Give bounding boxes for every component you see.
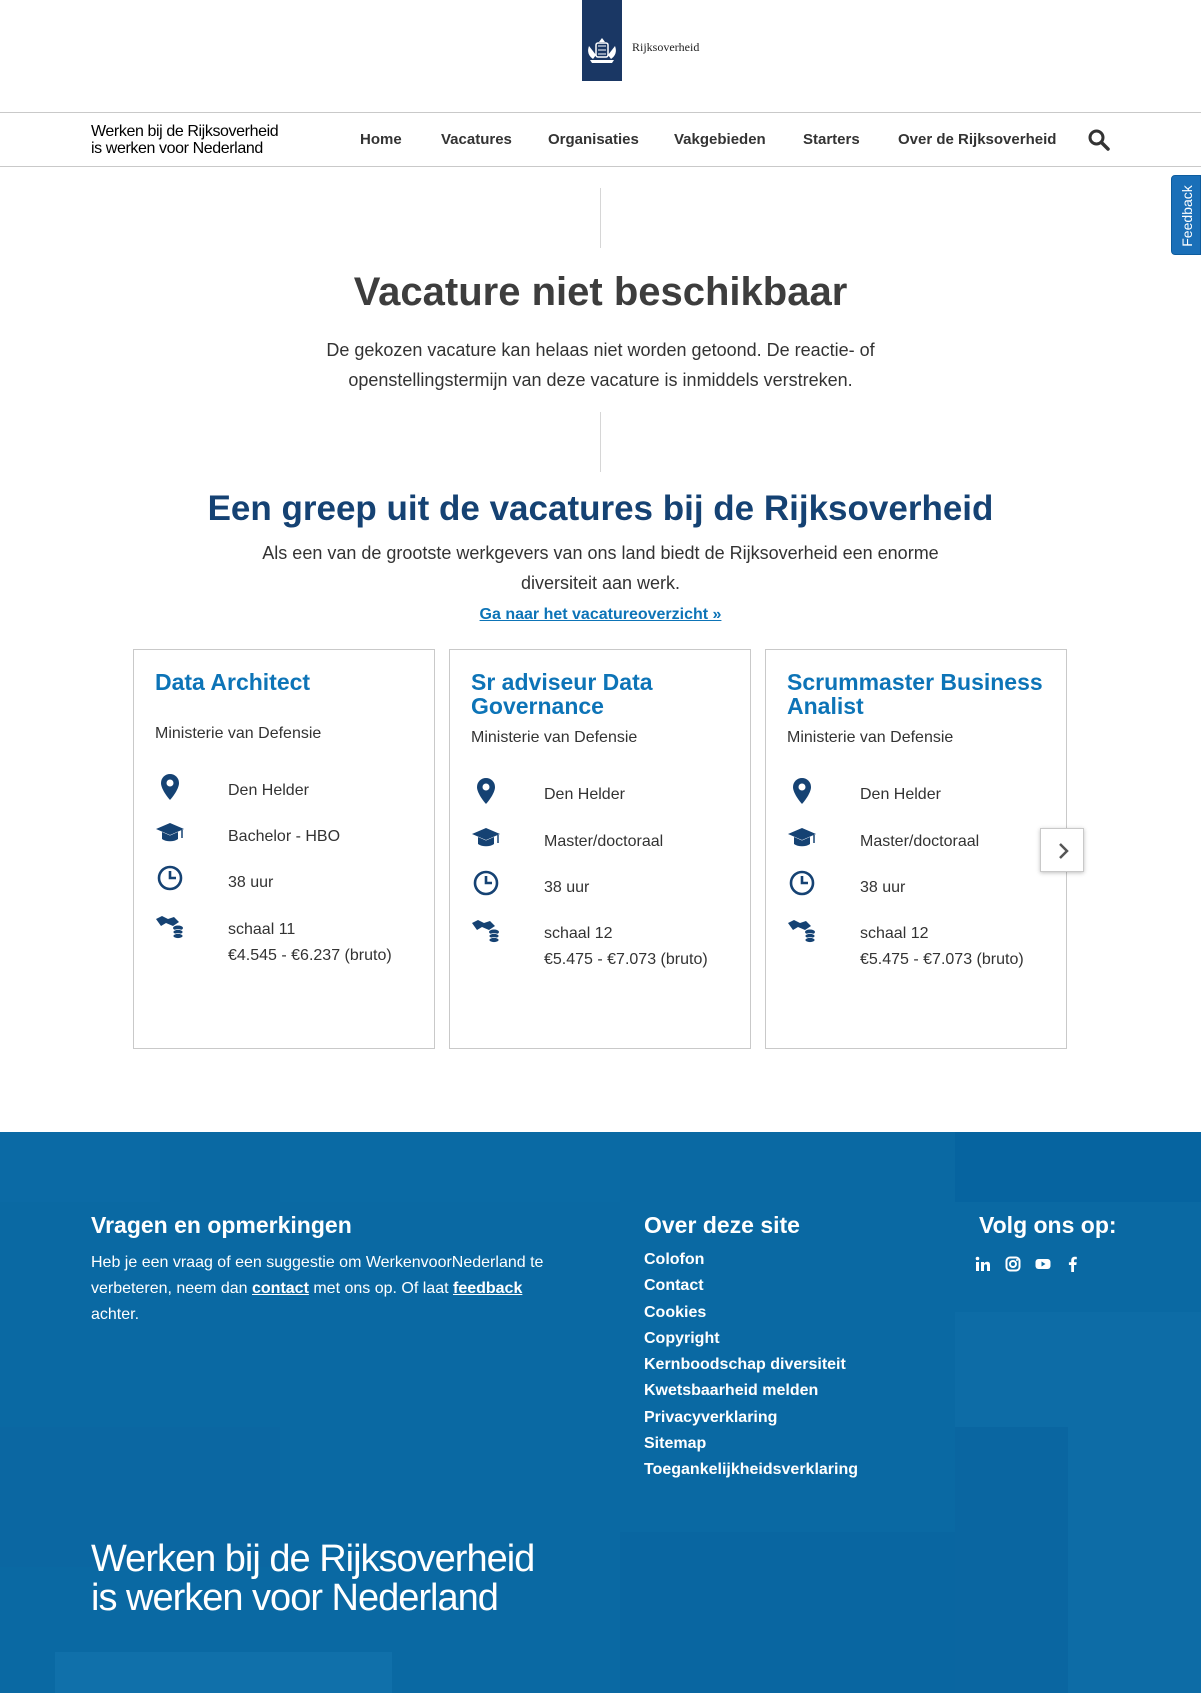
vacancy-title[interactable]: Scrummaster Business Analist xyxy=(787,669,1043,719)
logo-bar xyxy=(0,0,1201,113)
vacancy-education: Master/doctoraal xyxy=(471,823,741,853)
vacancy-location: Den Helder xyxy=(155,772,425,802)
footer-link-sitemap[interactable]: Sitemap xyxy=(644,1435,707,1453)
nav-item-organisaties[interactable]: Organisaties xyxy=(548,131,639,148)
feedback-link[interactable]: feedback xyxy=(452,1280,523,1297)
nav-item-vacatures[interactable]: Vacatures xyxy=(441,131,512,148)
footer-link-colofon[interactable]: Colofon xyxy=(644,1251,705,1268)
main-navigation xyxy=(0,113,1201,167)
vacancy-card[interactable] xyxy=(765,649,1067,1049)
clock-icon xyxy=(155,864,185,894)
footer-follow-title: Volg ons op: xyxy=(979,1212,1117,1238)
vacancy-organisation: Ministerie van Defensie xyxy=(155,725,322,742)
location-pin-icon xyxy=(155,772,185,802)
footer-questions-title: Vragen en opmerkingen xyxy=(91,1212,352,1238)
search-icon[interactable] xyxy=(1088,129,1110,151)
vacancy-organisation: Ministerie van Defensie xyxy=(471,729,638,746)
footer-site-links xyxy=(644,1247,858,1484)
nav-item-starters[interactable]: Starters xyxy=(803,131,860,148)
vacancy-location: Den Helder xyxy=(471,776,741,806)
contact-link[interactable]: contact xyxy=(252,1280,309,1297)
footer-link-privacyverklaring[interactable]: Privacyverklaring xyxy=(644,1408,778,1426)
location-pin-icon xyxy=(787,776,817,806)
vacancy-salary: schaal 12 €5.475 - €7.073 (bruto) xyxy=(787,915,1057,971)
vacancy-card[interactable] xyxy=(449,649,751,1049)
footer-link-cookies[interactable]: Cookies xyxy=(644,1303,707,1321)
vacancy-education: Master/doctoraal xyxy=(787,823,1057,853)
graduation-cap-icon xyxy=(471,823,501,853)
youtube-icon[interactable] xyxy=(1035,1256,1051,1272)
vacancy-organisation: Ministerie van Defensie xyxy=(787,729,954,746)
rijksoverheid-logo[interactable] xyxy=(582,0,622,81)
footer-link-kwetsbaarheid-melden[interactable]: Kwetsbaarheid melden xyxy=(644,1382,819,1400)
site-tagline[interactable]: Werken bij de Rijksoverheid is werken voor Nederland xyxy=(91,123,279,157)
facebook-icon[interactable] xyxy=(1065,1256,1081,1272)
location-pin-icon xyxy=(471,776,501,806)
vacancy-hours: 38 uur xyxy=(787,869,1057,899)
section-title: Een greep uit de vacatures bij de Rijksoverheid xyxy=(207,489,994,528)
footer-link-contact[interactable]: Contact xyxy=(644,1277,704,1295)
vacancy-card[interactable] xyxy=(133,649,435,1049)
vacancy-hours: 38 uur xyxy=(155,864,425,894)
vacancy-education: Bachelor - HBO xyxy=(155,818,425,848)
nav-item-over-de-rijksoverheid[interactable]: Over de Rijksoverheid xyxy=(898,131,1057,148)
salary-coins-icon xyxy=(471,915,501,945)
graduation-cap-icon xyxy=(787,823,817,853)
footer-questions-text: Heb je een vraag of een suggestie om WerkenvoorNederland te verbeteren, neem dan contact met ons op. Of laat feedback achter. xyxy=(91,1254,544,1323)
divider xyxy=(600,188,601,248)
clock-icon xyxy=(787,869,817,899)
vacancy-hours: 38 uur xyxy=(471,869,741,899)
divider xyxy=(600,412,601,472)
salary-coins-icon xyxy=(155,911,185,941)
chevron-right-icon xyxy=(1041,829,1085,873)
feedback-tab[interactable]: Feedback xyxy=(1171,175,1201,255)
nav-item-vakgebieden[interactable]: Vakgebieden xyxy=(674,131,766,148)
clock-icon xyxy=(471,869,501,899)
section-text: Als een van de grootste werkgevers van ons land biedt de Rijksoverheid een enorme diversiteit aan werk. xyxy=(262,543,939,593)
graduation-cap-icon xyxy=(155,818,185,848)
carousel-next-button[interactable] xyxy=(1040,828,1084,872)
vacancy-overview-link[interactable]: Ga naar het vacatureoverzicht » xyxy=(479,606,722,623)
footer-site-title: Over deze site xyxy=(644,1212,800,1238)
coat-of-arms-icon xyxy=(584,34,620,74)
footer-slogan: Werken bij de Rijksoverheid is werken voor Nederland xyxy=(91,1538,535,1619)
page-title: Vacature niet beschikbaar xyxy=(353,270,848,314)
footer-link-kernboodschap-diversiteit[interactable]: Kernboodschap diversiteit xyxy=(644,1356,846,1374)
vacancy-salary: schaal 12 €5.475 - €7.073 (bruto) xyxy=(471,915,741,971)
vacancy-title[interactable]: Data Architect xyxy=(155,669,311,695)
nav-item-home[interactable]: Home xyxy=(360,131,402,148)
vacancy-title[interactable]: Sr adviseur Data Governance xyxy=(471,669,653,719)
salary-coins-icon xyxy=(787,915,817,945)
vacancy-salary: schaal 11 €4.545 - €6.237 (bruto) xyxy=(155,911,425,967)
footer-link-copyright[interactable]: Copyright xyxy=(644,1329,720,1347)
vacancy-location: Den Helder xyxy=(787,776,1057,806)
logo-text: Rijksoverheid xyxy=(632,40,700,54)
notice-text: De gekozen vacature kan helaas niet worden getoond. De reactie- of openstellingstermijn van deze vacature is inmiddels verstreken. xyxy=(326,340,875,390)
instagram-icon[interactable] xyxy=(1005,1256,1021,1272)
footer-link-toegankelijkheidsverklaring[interactable]: Toegankelijkheidsverklaring xyxy=(644,1461,859,1479)
linkedin-icon[interactable] xyxy=(975,1256,991,1272)
